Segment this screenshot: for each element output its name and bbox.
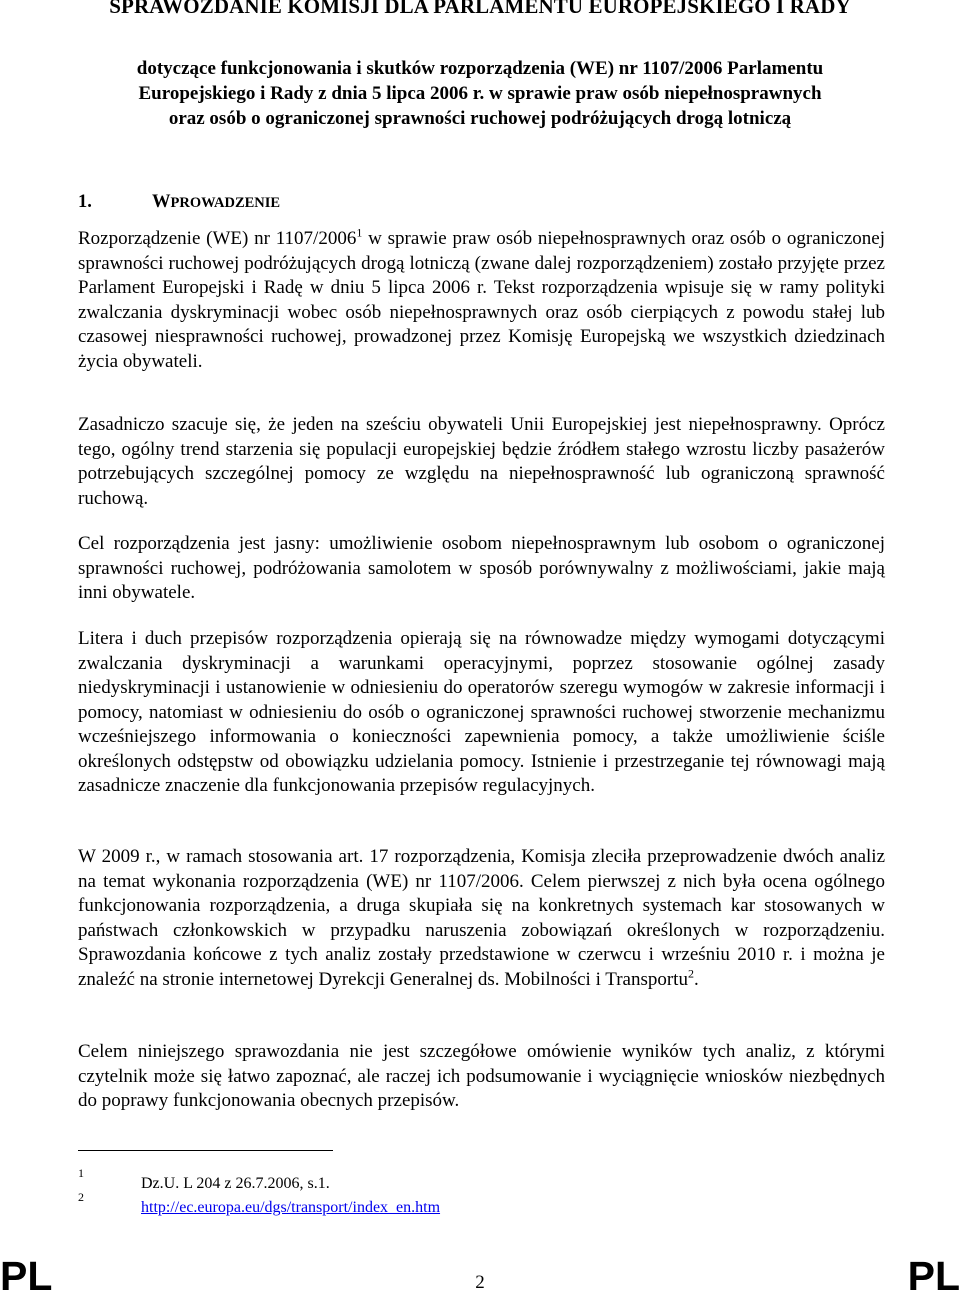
footnote-reference-1[interactable]: 1 [356,225,363,240]
paragraph-report-purpose: Celem niniejszego sprawozdania nie jest szczegółowe omówienie wyników tych analiz, z którymi czytelnik może się łatwo zapoznać, ale raczej ich podsumowanie i wyciągnięcie wniosków niezbędnych do poprawy funkcjonowania obecnych przepisów. [78,1041,885,1111]
paragraph-text: Rozporządzenie (WE) nr 1107/2006 [78,228,357,249]
subtitle-line: oraz osób o ograniczonej sprawności ruchowej podróżujących drogą lotniczą [168,108,792,129]
paragraph-letter-and-spirit: Litera i duch przepisów rozporządzenia opierają się na równowadze między wymogami dotyczącymi zwalczania dyskryminacji a warunkami operacyjnymi, poprzez stosowanie ogólnej zasady niedyskryminacji i ustanowienie w odniesieniu do operatorów szeregu wymogów w zakresie informacji i pomocy, natomiast w odniesieniu do osób o ograniczonej sprawności ruchowej stworzenie mechanizmu wcześniejszego informowania o konieczności zapewnienia pomocy, a także umożliwienie ściśle określonych odstępstw od obowiązku udzielania pomocy. Istnienie i przestrzeganie tej równowagi mają zasadnicze znaczenie dla funkcjonowania przepisów regulacyjnych. [78,628,885,796]
document-subtitle [60,56,900,131]
section-heading [78,192,280,213]
footnote-mark: 2 [78,1190,84,1204]
subtitle-line: Europejskiego i Rady z dnia 5 lipca 2006 r. w sprawie praw osób niepełnosprawnych [138,83,822,104]
paragraph-disability-statistics: Zasadniczo szacuje się, że jeden na sześciu obywateli Unii Europejskiej jest niepełnosprawny. Oprócz tego, ogólny trend starzenia się populacji europejskiej będzie źródłem stałego wzrostu liczby pasażerów potrzebujących szczególnej pomocy ze względu na niepełnosprawność lub ograniczoną sprawność ruchową. [78,414,885,509]
paragraph-text: W 2009 r., w ramach stosowania art. 17 rozporządzenia, Komisja zleciła przeprowadzenie dwóch analiz na temat wykonania rozporządzenia (WE) nr 1107/2006. Celem pierwszej z nich była ocena ogólnego funkcjonowania rozporządzenia, a druga skupiała się na konkretnych systemach kar stosowanych w państwach członkowskich w przypadku naruszenia zobowiązań określonych w rozporządzeniu. Sprawozdania końcowe z tych analiz zostały przedstawione w czerwcu i wrześniu 2010 r. i można je znaleźć na stronie internetowej Dyrekcji Generalnej ds. Mobilności i Transportu [78,846,885,990]
subtitle-line: dotyczące funkcjonowania i skutków rozporządzenia (WE) nr 1107/2006 Parlamentu [136,58,824,79]
footnote-reference-2[interactable]: 2 [687,966,694,981]
paragraph-introduction [78,227,885,374]
paragraph-text: . [693,968,699,990]
footnote-separator [78,1150,333,1151]
page-number: 2 [475,1272,485,1293]
section-title-rest: PROWADZENIE [170,195,281,211]
section-title-initial: W [152,192,171,212]
footnote-mark: 1 [78,1166,84,1180]
paragraph-regulation-goal: Cel rozporządzenia jest jasny: umożliwienie osobom niepełnosprawnym lub osobom o ograniczonej sprawności ruchowej, podróżowania samolotem w sposób porównywalny z możliwościami, jakie mają inni obywatele. [78,533,885,603]
language-code-right: PL [907,1253,960,1299]
language-code-left: PL [0,1253,53,1299]
section-number: 1. [78,192,92,212]
paragraph-studies-2009 [78,845,885,992]
footnote-link[interactable]: http://ec.europa.eu/dgs/transport/index_en.htm [141,1199,441,1216]
paragraph-text: w sprawie praw osób niepełnosprawnych oraz osób o ograniczonej sprawności ruchowej podróżujących drogą lotniczą (zwane dalej rozporządzeniem) zostało przyjęte przez Parlament Europejski i Radę w dniu 5 lipca 2006 r. Tekst rozporządzenia wpisuje się w ramy polityki zwalczania dyskryminacji wobec osób niepełnosprawnych oraz osób cierpiących z powodu stałej lub czasowej niesprawności ruchowej, prowadzonej przez Komisję Europejską we wszystkich dziedzinach życia obywateli. [78,228,885,372]
footnote-text: Dz.U. L 204 z 26.7.2006, s.1. [141,1175,330,1192]
page-title: SPRAWOZDANIE KOMISJI DLA PARLAMENTU EUROPEJSKIEGO I RADY [109,0,851,18]
